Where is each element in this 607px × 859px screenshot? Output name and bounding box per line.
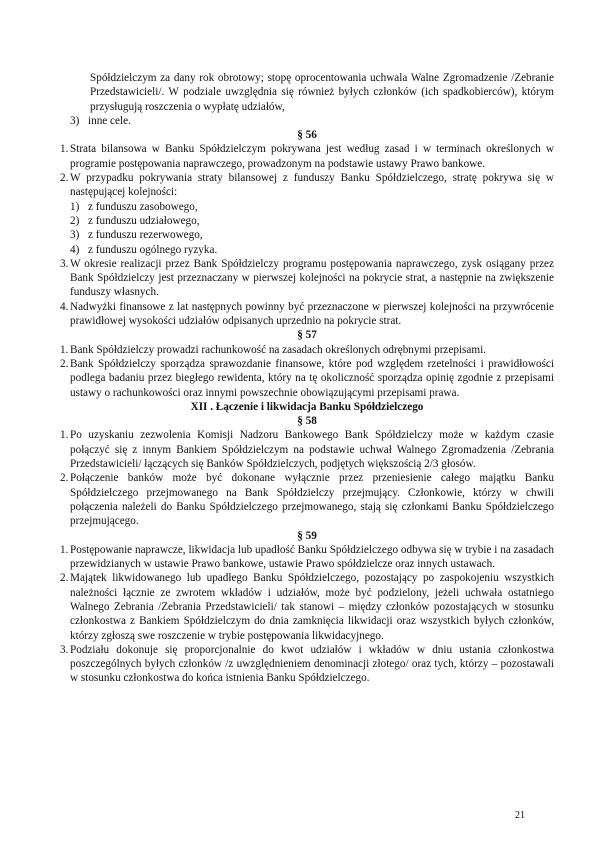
list-number: 1.	[60, 429, 69, 442]
section-heading-57: § 57	[297, 329, 317, 342]
list-text: W okresie realizacji przez Bank Spółdzielczy programu postępowania naprawczego, zysk osiągany przez Bank Spółdzielczy jest przeznaczany w pierwszej kolejności na pokrycie strat, a następnie na zwiększenie funduszy własnych.	[70, 257, 554, 299]
list-item	[60, 343, 554, 357]
list-text: Majątek likwidowanego lub upadłego Banku Spółdzielczego, pozostający po zaspokojeniu wszystkich należności łącznie ze zwrotem wkładów i udziałów, może być podzielony, jeżeli uchwała ostatniego Walnego Zebrania /Zebrania Przedstawicieli/ tak stanowi – między członków pozostających w stosunku członkostwa z Bankiem Spółdzielczym do dnia zamknięcia likwidacji oraz wszystkich byłych członków, którzy zgłoszą swe roszczenie w trybie postępowania likwidacyjnego.	[70, 572, 554, 642]
list-item	[60, 257, 554, 300]
list-item	[60, 357, 554, 400]
list-text: inne cele.	[88, 114, 131, 127]
list-text: Strata bilansowa w Banku Spółdzielczym pokrywana jest według zasad i w terminach określonych w programie postępowania naprawczego, prowadzonym na podstawie ustawy Prawo bankowe.	[70, 143, 554, 170]
list-item	[60, 142, 554, 171]
list-text: Po uzyskaniu zezwolenia Komisji Nadzoru Bankowego Bank Spółdzielczy może w każdym czasie połączyć się z innym Bankiem Spółdzielczym na podstawie uchwał Walnego Zgromadzenia /Zebrania Przedstawicieli/ łączących się Banków Spółdzielczych, podjętych większością 2/3 głosów.	[70, 429, 554, 471]
list-text: Nadwyżki finansowe z lat następnych powinny być przeznaczone w pierwszej kolejności na przywrócenie prawidłowej wysokości udziałów odpisanych uprzednio na pokrycie strat.	[70, 300, 554, 328]
list-text: z funduszu rezerwowego,	[88, 229, 203, 242]
list-text: z funduszu zasobowego,	[88, 200, 198, 213]
sub-list-item	[60, 200, 554, 214]
document-page	[60, 71, 554, 686]
list-number: 1.	[60, 143, 69, 156]
list-text: Postępowanie naprawcze, likwidacja lub upadłość Banku Spółdzielczego odbywa się w trybie i na zasadach przewidzianych w ustawie Prawo bankowe, ustawie Prawo spółdzielcze oraz innych ustawach.	[70, 543, 554, 571]
list-text: Podziału dokonuje się proporcjonalnie do kwot udziałów i wkładów w dniu ustania członkostwa poszczególnych byłych członków /z uwzględnieniem denominacji złotego/ oraz tych, którzy – pozostawali w stosunku członkostwa do końca istnienia Banku Spółdzielczego.	[70, 643, 554, 685]
section-heading-59: § 59	[297, 529, 317, 542]
list-number: 4.	[60, 300, 69, 313]
list-number: 3)	[70, 114, 80, 127]
list-item	[60, 171, 554, 200]
list-number: 3.	[60, 257, 69, 270]
list-item	[60, 428, 554, 471]
list-number: 2)	[70, 214, 80, 227]
sub-list-item	[60, 228, 554, 242]
list-text: z funduszu ogólnego ryzyka.	[88, 243, 218, 256]
list-item	[60, 471, 554, 528]
list-text: Bank Spółdzielczy prowadzi rachunkowość na zasadach określonych odrębnymi przepisami.	[70, 343, 486, 356]
list-item	[60, 643, 554, 686]
list-number: 1.	[60, 543, 69, 556]
list-item	[60, 543, 554, 572]
list-number: 4)	[70, 243, 80, 256]
list-number: 2.	[60, 472, 69, 485]
sub-list-item	[60, 214, 554, 228]
chapter-heading: XII . Łączenie i likwidacja Banku Spółdzielczego	[190, 400, 424, 413]
list-number: 1)	[70, 200, 80, 213]
list-item	[60, 571, 554, 642]
carryover-paragraph: Spółdzielczym za dany rok obrotowy; stopę oprocentowania uchwala Walne Zgromadzenie /Zebranie Przedstawicieli/. W podziale uwzględnia się również byłych członków (ich spadkobierców), którym przysługują roszczenia o wypłatę udziałów,	[90, 72, 554, 113]
section-heading-58: § 58	[297, 415, 317, 428]
section-heading-56: § 56	[297, 129, 317, 142]
carryover-item-3	[60, 114, 554, 128]
list-item	[60, 300, 554, 329]
list-text: Bank Spółdzielczy sporządza sprawozdanie finansowe, które pod względem rzetelności i prawidłowości podlega badaniu przez biegłego rewidenta, który na tę okoliczność sporządza opinię zgodnie z przepisami ustawy o rachunkowości oraz innymi powszechnie obowiązującymi przepisami prawa.	[70, 357, 554, 399]
list-text: Połączenie banków może być dokonane wyłącznie przez przeniesienie całego majątku Banku Spółdzielczego przejmowanego na Bank Spółdzielczy przejmujący. Członkowie, którzy w chwili połączenia należeli do Banku Spółdzielczego przejmowanego, stają się członkami Banku Spółdzielczego przejmującego.	[70, 472, 554, 528]
list-text: W przypadku pokrywania straty bilansowej z funduszy Banku Spółdzielczego, stratę pokrywa się w następującej kolejności:	[70, 172, 554, 199]
list-number: 1.	[60, 343, 69, 356]
page-number: 21	[515, 810, 525, 821]
list-number: 2.	[60, 572, 69, 585]
list-number: 2.	[60, 357, 69, 370]
list-number: 2.	[60, 172, 69, 185]
list-number: 3.	[60, 643, 69, 656]
list-number: 3)	[70, 229, 80, 242]
list-text: z funduszu udziałowego,	[88, 214, 200, 227]
sub-list-item	[60, 243, 554, 257]
